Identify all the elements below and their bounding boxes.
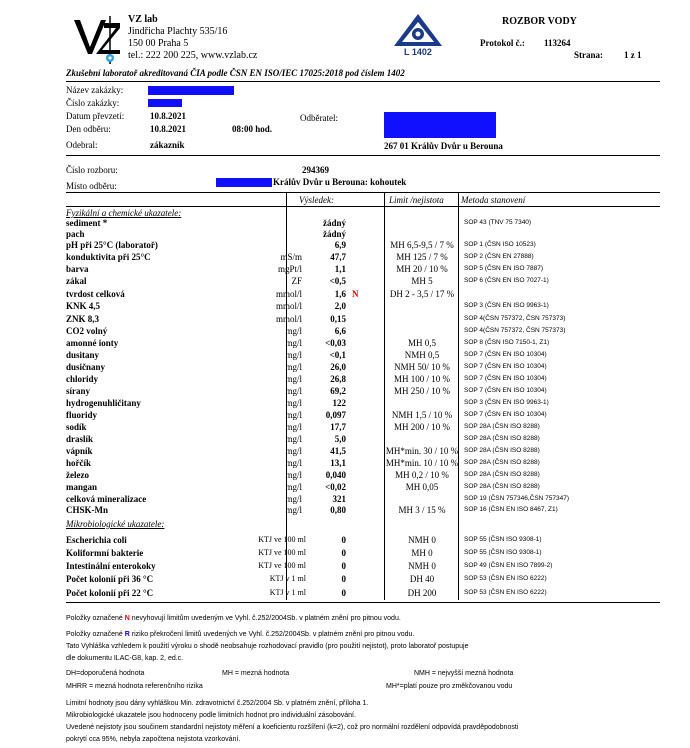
row-parameter: pH při 25°C (laboratoř): [66, 240, 158, 250]
row-parameter: železo: [66, 470, 89, 480]
row-limit: NMH 50/ 10 %: [394, 362, 450, 372]
row-result: 41,5: [330, 446, 346, 456]
row-result: 321: [332, 494, 346, 504]
row-method: SOP 28A (ČSN ISO 8288): [464, 471, 540, 478]
row-method: SOP 53 (ČSN EN ISO 6222): [464, 589, 547, 596]
sampler: zákazník: [150, 140, 185, 150]
table-row: [66, 494, 660, 505]
row-parameter: mangan: [66, 482, 98, 492]
row-unit: mmol/l: [275, 301, 302, 311]
accreditation-badge-label: L 1402: [404, 47, 432, 57]
table-row: [66, 458, 660, 469]
row-limit: NMH 0,5: [404, 350, 440, 360]
row-method: SOP 2 (ČSN EN 27888): [464, 253, 534, 260]
row-result: žádný: [322, 218, 346, 228]
table-bottom-divider: [66, 602, 660, 603]
legend-dh: DH=doporučená hodnota: [66, 670, 145, 677]
legend-mhstar: MH*=platí pouze pro změkčovanou vodu: [386, 683, 513, 690]
table-row: [66, 548, 660, 559]
row-parameter: chloridy: [66, 374, 99, 384]
row-method: SOP 28A (ČSN ISO 8288): [464, 435, 540, 442]
order-divider: [66, 155, 660, 156]
row-unit: mg/l: [285, 350, 302, 360]
row-result: 0: [341, 574, 346, 584]
row-method: SOP 55 (ČSN ISO 9308-1): [464, 549, 542, 556]
row-result: 1,1: [334, 264, 346, 274]
row-result: 1,6: [334, 289, 346, 299]
row-result: 0: [341, 548, 346, 558]
date-received: 10.8.2021: [150, 111, 186, 121]
row-parameter: konduktivita při 25°C: [66, 252, 151, 262]
row-parameter: Počet kolonií při 22 °C: [66, 588, 154, 598]
row-result: 47,7: [330, 252, 346, 262]
lab-contact: tel.: 222 200 225, www.vzlab.cz: [128, 50, 258, 61]
row-method: SOP 43 (TNV 75 7340): [464, 219, 532, 226]
row-flag: N: [352, 289, 359, 299]
row-parameter: sediment *: [66, 218, 108, 228]
row-unit: mg/l: [285, 470, 302, 480]
row-limit: MH 125 / 7 %: [396, 252, 448, 262]
sampling-site: Králův Dvůr u Berouna: kohoutek: [273, 177, 407, 187]
note-r-flag: Položky označené R riziko překročení limitů uvedených ve Vyhl. č.252/2004Sb. v platném znění pro pitnou vodu.: [66, 631, 415, 638]
row-method: SOP 7 (ČSN EN ISO 10304): [464, 387, 547, 394]
table-row: [66, 289, 660, 300]
row-unit: KTJ v 1 ml: [269, 588, 306, 597]
row-parameter: KNK 4,5: [66, 301, 101, 311]
row-result: žádný: [322, 229, 346, 239]
row-result: 26,8: [330, 374, 346, 384]
row-unit: mgPt/l: [277, 264, 302, 274]
row-unit: mg/l: [285, 446, 302, 456]
row-method: SOP 4(ČSN 757372, ČSN 757373): [464, 327, 566, 334]
row-method: SOP 28A (ČSN ISO 8288): [464, 459, 540, 466]
row-parameter: dusitany: [66, 350, 100, 360]
table-row: [66, 264, 660, 275]
table-row: [66, 301, 660, 312]
row-result: 0,15: [330, 314, 346, 324]
row-result: <0,5: [329, 276, 346, 286]
row-unit: mg/l: [285, 374, 302, 384]
redaction-customer: [384, 112, 496, 138]
table-row: [66, 505, 660, 516]
table-row: [66, 470, 660, 481]
row-parameter: Koliformní bakterie: [66, 548, 144, 558]
row-parameter: zákal: [66, 276, 87, 286]
row-parameter: CHSK-Mn: [66, 505, 109, 515]
legend-nmh: NMH = nejvyšší mezná hodnota: [414, 670, 514, 677]
row-limit: MH 0,2 / 10 %: [395, 470, 449, 480]
row-parameter: barva: [66, 264, 89, 274]
row-unit: mg/l: [285, 494, 302, 504]
table-row: [66, 276, 660, 287]
lab-city: 150 00 Praha 5: [128, 38, 189, 49]
row-unit: mg/l: [285, 422, 302, 432]
lab-street: Jindřicha Plachty 535/16: [128, 26, 228, 37]
row-unit: mg/l: [285, 482, 302, 492]
row-unit: mg/l: [285, 362, 302, 372]
customer-address: 267 01 Králův Dvůr u Berouna: [384, 141, 503, 151]
row-unit: mg/l: [285, 398, 302, 408]
row-unit: KTJ ve 100 ml: [258, 535, 306, 544]
row-result: <0,03: [325, 338, 346, 348]
table-row: [66, 314, 660, 325]
sampler-label: Odebral:: [66, 140, 98, 150]
row-unit: mg/l: [285, 386, 302, 396]
row-limit: MH*min. 30 / 10 %: [385, 446, 459, 456]
row-parameter: dusičnany: [66, 362, 106, 372]
row-parameter: ZNK 8,3: [66, 314, 100, 324]
table-row: [66, 482, 660, 493]
row-limit: DH 40: [409, 574, 435, 584]
table-row: [66, 374, 660, 385]
row-parameter: celková mineralizace: [66, 494, 147, 504]
row-method: SOP 4(ČSN 757372, ČSN 757373): [464, 315, 566, 322]
row-unit: mg/l: [285, 458, 302, 468]
column-method: Metoda stanovení: [461, 195, 526, 205]
row-unit: mg/l: [285, 338, 302, 348]
legend-mh: MH = mezná hodnota: [222, 670, 290, 677]
customer-label: Odběratel:: [300, 113, 338, 123]
row-method: SOP 7 (ČSN EN ISO 10304): [464, 351, 547, 358]
protocol-label: Protokol č.:: [480, 38, 525, 48]
row-limit: MH 20 / 10 %: [396, 264, 448, 274]
table-row: [66, 446, 660, 457]
table-row: [66, 561, 660, 572]
row-result: 0,80: [330, 505, 346, 515]
note-decision-rule: Tato Vyhláška vzhledem k použití výroku o shodě neobsahuje rozhodovací pravidlo (pro použití nejistot), proto laboratoř postupuje: [66, 643, 469, 650]
table-row: [66, 229, 660, 240]
column-limit: Limit /nejistota: [389, 195, 444, 205]
redaction-order-name: [148, 86, 234, 95]
row-method: SOP 53 (ČSN EN ISO 6222): [464, 575, 547, 582]
table-row: [66, 398, 660, 409]
row-limit: MH 100 / 10 %: [394, 374, 450, 384]
row-method: SOP 5 (ČSN EN ISO 7887): [464, 265, 543, 272]
row-result: 6,6: [334, 326, 346, 336]
row-limit: MH 5: [411, 276, 433, 286]
page-label: Strana:: [574, 50, 603, 60]
row-limit: NMH 0: [408, 535, 436, 545]
header-divider: [66, 81, 660, 82]
site-divider: [66, 192, 660, 193]
row-result: 0: [341, 535, 346, 545]
row-parameter: Escherichia coli: [66, 535, 127, 545]
date-received-label: Datum převzetí:: [66, 111, 125, 121]
lab-name: VZ lab: [128, 14, 158, 25]
row-unit: KTJ ve 100 ml: [258, 548, 306, 557]
note-n-flag: Položky označené N nevyhovují limitům uvedeným ve Vyhl. č.252/2004Sb. v platném znění pro pitnou vodu.: [66, 615, 401, 622]
order-number-label: Číslo zakázky:: [66, 98, 120, 108]
row-unit: mmol/l: [275, 314, 302, 324]
row-limit: MH 0: [411, 548, 433, 558]
row-method: SOP 1 (ČSN ISO 10523): [464, 241, 536, 248]
row-method: SOP 16 (ČSN EN ISO 8467, Z1): [464, 506, 558, 513]
row-method: SOP 3 (ČSN EN ISO 9963-1): [464, 302, 549, 309]
row-result: 0: [341, 561, 346, 571]
row-method: SOP 28A (ČSN ISO 8288): [464, 447, 540, 454]
lab-logo: [70, 14, 122, 66]
row-parameter: fluoridy: [66, 410, 98, 420]
row-result: 2,0: [334, 301, 346, 311]
table-row: [66, 434, 660, 445]
row-parameter: Počet kolonií při 36 °C: [66, 574, 154, 584]
note-uncertainty: Uvedené nejistoty jsou součinem standardní nejistoty měření a koeficientu rozšíření (k=2), což pro normální rozdělení odpovídá pravděpodobnosti: [66, 724, 519, 731]
row-method: SOP 7 (ČSN EN ISO 10304): [464, 375, 547, 382]
row-method: SOP 8 (ČSN ISO 7150-1, Z1): [464, 339, 550, 346]
table-row: [66, 240, 660, 251]
row-result: 5,0: [334, 434, 346, 444]
table-row: [66, 410, 660, 421]
redaction-site: [216, 178, 272, 187]
row-method: SOP 49 (ČSN EN ISO 7899-2): [464, 562, 553, 569]
note-coverage: pokrytí cca 95%, nebyla započtena nejistota vzorkování.: [66, 736, 241, 743]
table-row: [66, 350, 660, 361]
row-unit: KTJ ve 100 ml: [258, 561, 306, 570]
section-physchem: Fyzikální a chemické ukazatele:: [66, 208, 182, 218]
sampling-date: 10.8.2021: [150, 124, 186, 134]
row-parameter: CO2 volný: [66, 326, 108, 336]
sampling-date-label: Den odběru:: [66, 124, 111, 134]
row-parameter: hořčík: [66, 458, 92, 468]
report-title: ROZBOR VODY: [502, 16, 577, 27]
page-value: 1 z 1: [624, 50, 642, 60]
table-row: [66, 386, 660, 397]
table-row: [66, 252, 660, 263]
row-method: SOP 19 (ČSN 757346,ČSN 757347): [464, 495, 570, 502]
row-method: SOP 3 (ČSN EN ISO 9963-1): [464, 399, 549, 406]
row-limit: MH*min. 10 / 10 %: [385, 458, 459, 468]
table-row: [66, 218, 660, 229]
row-limit: MH 200 / 10 %: [394, 422, 450, 432]
row-parameter: sodík: [66, 422, 87, 432]
row-parameter: Intestinální enterokoky: [66, 561, 156, 571]
row-limit: MH 0,5: [407, 338, 436, 348]
row-unit: mg/l: [285, 434, 302, 444]
row-limit: DH 200: [407, 588, 437, 598]
row-result: 0: [341, 588, 346, 598]
note-micro: Mikrobiologické ukazatele jsou hodnoceny podle limitních hodnot pro individuální zásobování.: [66, 712, 356, 719]
row-unit: mg/l: [285, 505, 302, 515]
accreditation-statement: Zkušební laboratoř akreditovaná ČIA podle ČSN EN ISO/IEC 17025:2018 pod číslem 1402: [66, 68, 405, 78]
row-method: SOP 6 (ČSN EN ISO 7027-1): [464, 277, 549, 284]
analysis-number-label: Číslo rozboru:: [66, 165, 118, 175]
row-unit: mmol/l: [275, 289, 302, 299]
row-result: 69,2: [330, 386, 346, 396]
row-parameter: amonné ionty: [66, 338, 119, 348]
row-parameter: pach: [66, 229, 85, 239]
row-unit: mg/l: [285, 326, 302, 336]
row-limit: MH 6,5-9,5 / 7 %: [390, 240, 454, 250]
table-row: [66, 588, 660, 599]
row-parameter: hydrogenuhličitany: [66, 398, 141, 408]
row-limit: DH 2 - 3,5 / 17 %: [389, 289, 455, 299]
note-ilac: dle dokumentu ILAC-G8, kap. 2, ed.c.: [66, 655, 184, 662]
analysis-number: 294369: [302, 165, 329, 175]
row-result: 0,040: [325, 470, 346, 480]
table-row: [66, 574, 660, 585]
row-parameter: draslík: [66, 434, 94, 444]
row-method: SOP 7 (ČSN EN ISO 10304): [464, 363, 547, 370]
row-unit: mg/l: [285, 410, 302, 420]
row-result: <0,1: [329, 350, 346, 360]
table-row: [66, 535, 660, 546]
row-method: SOP 7 (ČSN EN ISO 10304): [464, 411, 547, 418]
row-unit: KTJ v 1 ml: [269, 574, 306, 583]
row-result: 122: [332, 398, 346, 408]
column-result: Výsledek:: [299, 195, 334, 205]
row-limit: MH 0,05: [405, 482, 439, 492]
row-limit: MH 250 / 10 %: [394, 386, 450, 396]
row-parameter: sírany: [66, 386, 91, 396]
table-row: [66, 338, 660, 349]
row-result: 13,1: [330, 458, 346, 468]
row-unit: mS/m: [280, 252, 302, 262]
row-result: 6,9: [334, 240, 346, 250]
row-limit: NMH 0: [408, 561, 436, 571]
row-method: SOP 28A (ČSN ISO 8288): [464, 423, 540, 430]
row-limit: MH 3 / 15 %: [398, 505, 446, 515]
protocol-number: 113264: [544, 38, 571, 48]
row-method: SOP 55 (ČSN ISO 9308-1): [464, 536, 542, 543]
redaction-order-number: [148, 99, 182, 107]
sampling-time: 08:00 hod.: [232, 124, 273, 134]
row-result: 17,7: [330, 422, 346, 432]
legend-mhrr: MHRR = mezná hodnota referenčního rizika: [66, 683, 203, 690]
order-name-label: Název zakázky:: [66, 85, 124, 95]
table-row: [66, 422, 660, 433]
sampling-site-label: Místo odběru:: [66, 181, 117, 191]
row-method: SOP 28A (ČSN ISO 8288): [464, 483, 540, 490]
row-result: 26,0: [330, 362, 346, 372]
section-micro: Mikrobiologické ukazatele:: [66, 519, 165, 529]
columns-divider: [66, 206, 660, 207]
row-unit: ZF: [291, 276, 302, 286]
table-row: [66, 362, 660, 373]
row-parameter: vápník: [66, 446, 93, 456]
row-limit: NMH 1,5 / 10 %: [391, 410, 453, 420]
note-limits: Limitní hodnoty jsou dány vyhláškou Min. zdravotnictví č.252/2004 Sb. v platném znění, příloha 1.: [66, 700, 369, 707]
row-result: 0,097: [325, 410, 346, 420]
table-row: [66, 326, 660, 337]
row-parameter: tvrdost celková: [66, 289, 125, 299]
row-result: <0,02: [325, 482, 346, 492]
